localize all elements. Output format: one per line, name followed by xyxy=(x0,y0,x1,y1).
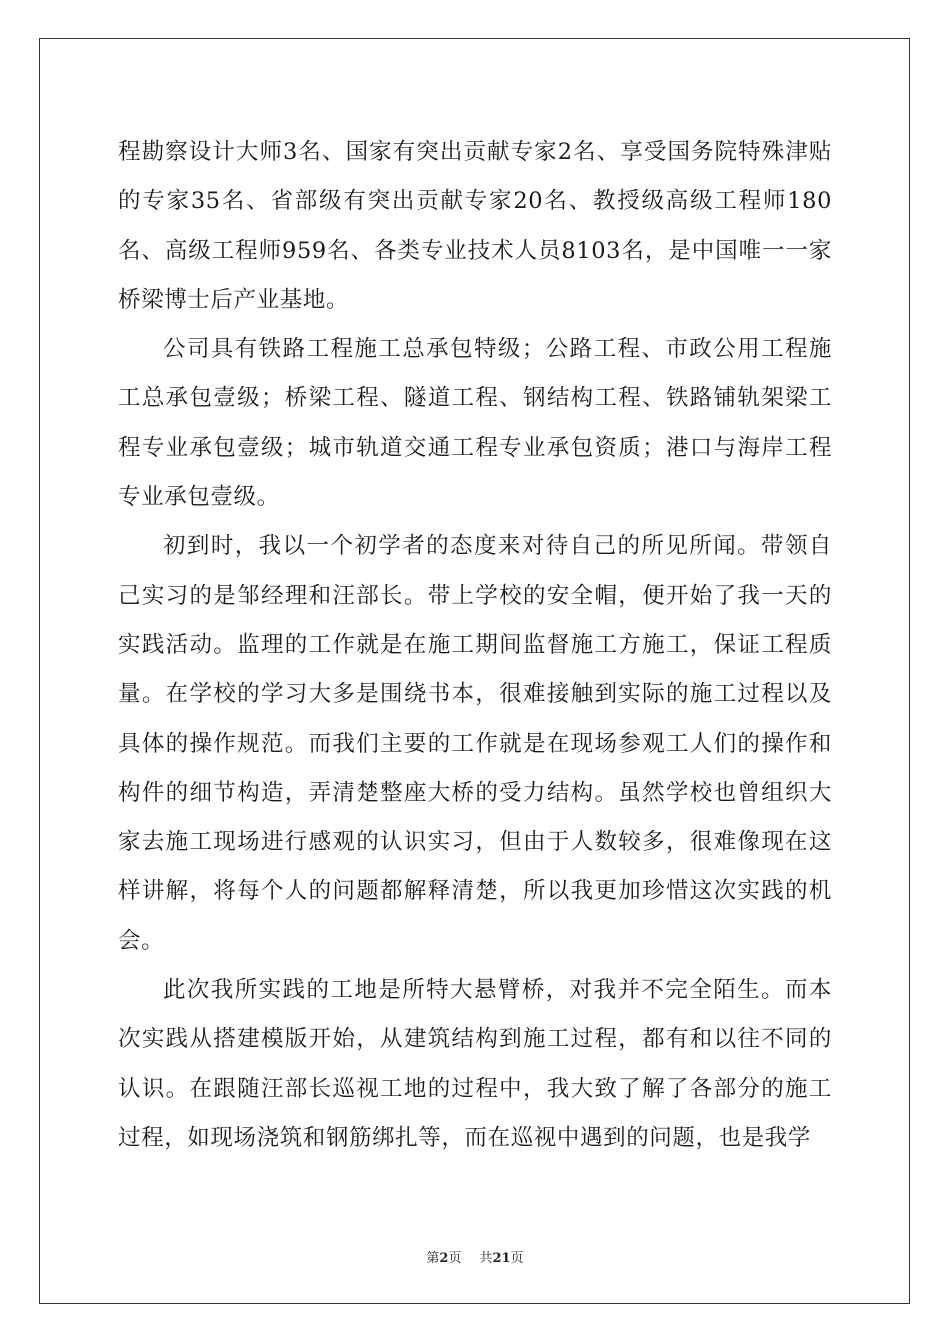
paragraph-4: 此次我所实践的工地是所特大悬臂桥，对我并不完全陌生。而本次实践从搭建模版开始，从建筑结构到施工过程，都有和以往不同的认识。在跟随汪部长巡视工地的过程中，我大致了解了各部分的施工过程，如现场浇筑和钢筋绑扎等，而在巡视中遇到的问题，也是我学 xyxy=(118,977,832,1151)
total-label-prefix: 共 xyxy=(479,1251,493,1266)
document-body xyxy=(118,128,832,1163)
paragraph-3: 初到时，我以一个初学者的态度来对待自己的所见所闻。带领自己实习的是邹经理和汪部长。带上学校的安全帽，便开始了我一天的实践活动。监理的工作就是在施工期间监督施工方施工，保证工程质量。在学校的学习大多是围绕书本，很难接触到实际的施工过程以及具体的操作规范。而我们主要的工作就是在现场参观工人们的操作和构件的细节构造，弄清楚整座大桥的受力结构。虽然学校也曾组织大家去施工现场进行感观的认识实习，但由于人数较多，很难像现在这样讲解，将每个人的问题都解释清楚，所以我更加珍惜这次实践的机会。 xyxy=(118,533,832,954)
total-page-count: 21 xyxy=(492,1251,511,1266)
total-label-suffix: 页 xyxy=(510,1251,524,1266)
current-page-number: 2 xyxy=(439,1251,449,1266)
page-label-suffix: 页 xyxy=(448,1251,462,1266)
paragraph-2: 公司具有铁路工程施工总承包特级；公路工程、市政公用工程施工总承包壹级；桥梁工程、隧道工程、钢结构工程、铁路铺轨架梁工程专业承包壹级；城市轨道交通工程专业承包资质；港口与海岸工程专业承包壹级。 xyxy=(118,336,832,511)
paragraph-1: 程勘察设计大师3名、国家有突出贡献专家2名、享受国务院特殊津贴的专家35名、省部级有突出贡献专家20名、教授级高级工程师180名、高级工程师959名、各类专业技术人员8103名，是中国唯一一家桥梁博士后产业基地。 xyxy=(118,139,832,313)
page-label-prefix: 第 xyxy=(426,1251,440,1266)
page-footer xyxy=(0,1247,950,1266)
